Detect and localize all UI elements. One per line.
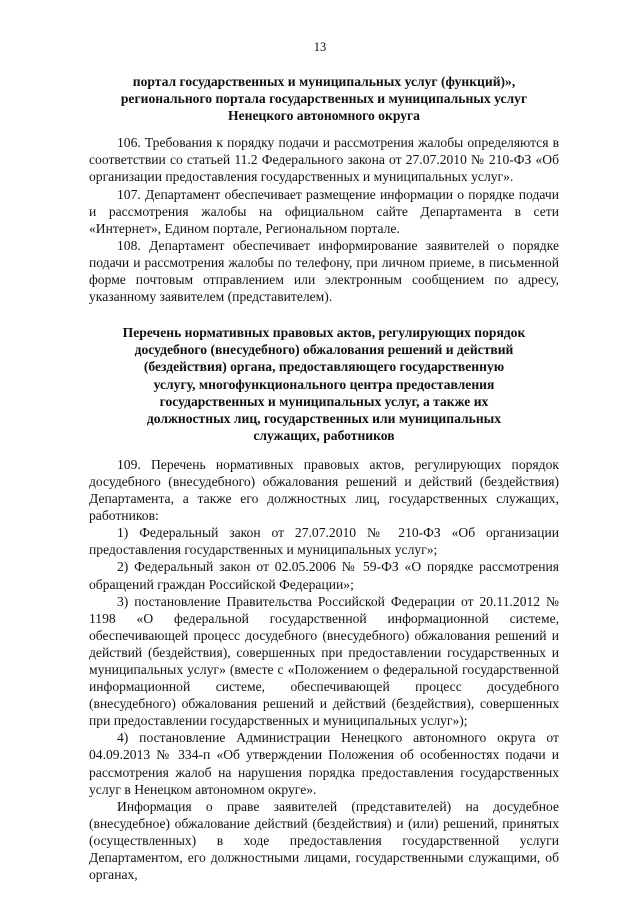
section-heading-portal: [89, 73, 559, 124]
page-content: [89, 64, 559, 883]
heading-line: государственных и муниципальных услуг, а также их: [159, 393, 489, 409]
heading-line: (бездействия) органа, предоставляющего государственную: [143, 359, 505, 375]
list-item-4: 4) постановление Администрации Ненецкого автономного округа от 04.09.2013 № 334-п «Об утверждении Положения об особенностях подачи и рассмотрения жалоб на нарушения порядка предоставления государственных услуг в Ненецком автономном округе».: [89, 730, 559, 797]
paragraph-107: 107. Департамент обеспечивает размещение информации о порядке подачи и рассмотрения жалобы на официальном сайте Департамента в сети «Интернет», Едином портале, Региональном портале.: [89, 186, 559, 236]
heading-line: служащих, работников: [253, 427, 395, 443]
heading-line: Ненецкого автономного округа: [228, 108, 420, 124]
heading-line: досудебного (внесудебного) обжалования решений и действий: [134, 342, 514, 358]
list-item-2: 2) Федеральный закон от 02.05.2006 № 59-ФЗ «О порядке рассмотрения обращений граждан Российской Федерации»;: [89, 559, 559, 592]
list-item-3: 3) постановление Правительства Российской Федерации от 20.11.2012 № 1198 «О федеральной государственной информационной системе, обеспечивающей процесс досудебного (внесудебного) обжалования решений и действий (бездействия), совершенных при предоставлении государственных и муниципальных услуг» (вместе с «Положением о федеральной государственной информационной системе, обеспечивающей процесс досудебного (внесудебного) обжалования решений и действий (бездействия), совершенных при предоставлении государственных и муниципальных услуг»);: [89, 593, 559, 729]
heading-line: регионального портала государственных и муниципальных услуг: [120, 91, 528, 107]
heading-line: портал государственных и муниципальных услуг (функций)»,: [132, 74, 516, 89]
list-item-1: 1) Федеральный закон от 27.07.2010 № 210-ФЗ «Об организации предоставления государственных и муниципальных услуг»;: [89, 525, 559, 558]
page-number: 13: [313, 40, 327, 54]
paragraph-108: 108. Департамент обеспечивает информирование заявителей о порядке подачи и рассмотрения жалобы по телефону, при личном приеме, в письменной форме почтовым отправлением или электронным сообщением по адресу, указанному заявителем (представителем).: [89, 237, 559, 305]
heading-line: услугу, многофункционального центра предоставления: [153, 376, 495, 392]
section-heading-legal-acts: [89, 324, 559, 444]
paragraph-106: 106. Требования к порядку подачи и рассмотрения жалобы определяются в соответствии со статьей 11.2 Федерального закона от 27.07.2010 № 210-ФЗ «Об организации предоставления государственных и муниципальных услуг».: [89, 135, 559, 185]
paragraph-109: 109. Перечень нормативных правовых актов, регулирующих порядок досудебного (внесудебного) обжалования решений и действий (бездействия) Департамента, а также его должностных лиц, государственных служащих, работников:: [89, 456, 559, 524]
heading-line: должностных лиц, государственных или муниципальных: [146, 410, 502, 426]
heading-line: Перечень нормативных правовых актов, регулирующих порядок: [122, 325, 526, 341]
paragraph-information: Информация о праве заявителей (представителей) на досудебное (внесудебное) обжалование действий (бездействия) и (или) решений, принятых (осуществленных) в ходе предоставления государственной услуги Департаментом, его должностными лицами, государственными служащими, об органах,: [89, 798, 559, 883]
